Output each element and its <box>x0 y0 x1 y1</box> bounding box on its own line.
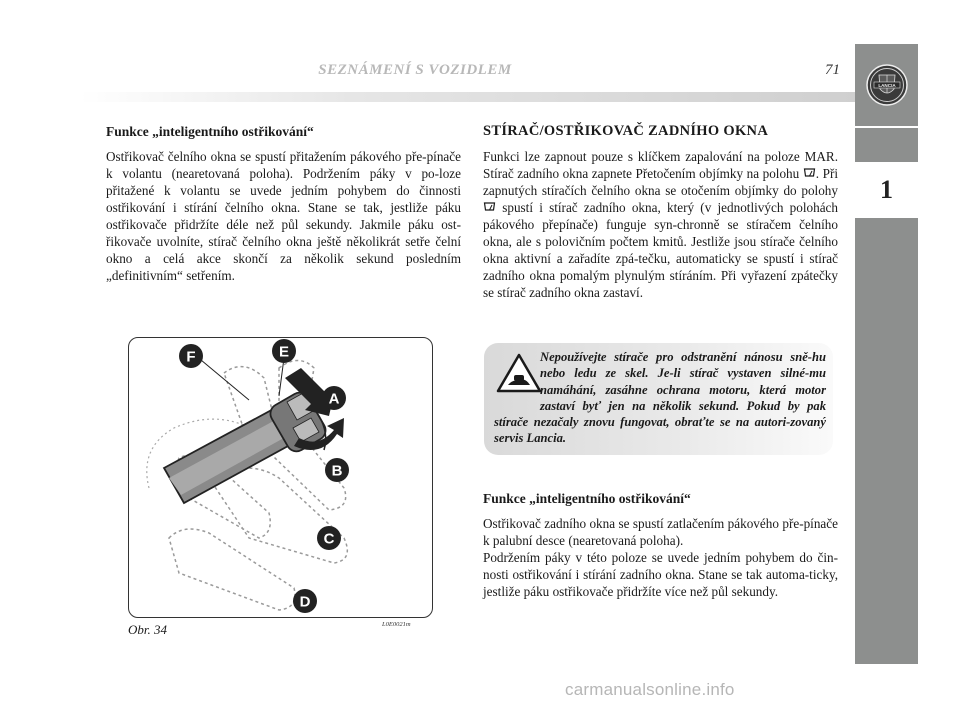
header-rule <box>80 92 855 102</box>
lancia-logo <box>855 44 918 126</box>
stalk-figure <box>128 337 433 618</box>
right-column <box>483 123 838 301</box>
label-b: B <box>331 462 343 480</box>
wiper-stalk-illustration <box>129 338 432 617</box>
p1-part-3: spustí i stírač zadního okna, který (v jednotlivých polohách pákového přepínače) funguje syn-chronně se stíračem čelního okna, ale s polovičním počtem kmitů. Jestliže jsou stírače čelního okna aktivní a zařadíte zpá-tečku, automaticky se spustí i stírač zadního okna pomalým plynulým stíráním. Při vyřazení zpátečky se stírač zadního okna zastaví. <box>483 200 838 300</box>
svg-text:LANCIA: LANCIA <box>877 83 896 88</box>
running-header: SEZNÁMENÍ S VOZIDLEM <box>318 62 512 78</box>
warning-body: Nepoužívejte stírače pro odstranění nánosu sně-hu nebo ledu ze skel. Je-li stírač vystaven silné-mu namáhání, zasáhne ochrana motoru, která motor zastaví byť jen na několik sekund. Pokud by pak stírače nezačaly znovu fungovat, obraťte se na autori-zovaný servis Lancia. <box>494 350 826 446</box>
right-subheading: Funkce „inteligentního ostřikování“ <box>483 491 691 506</box>
rear-wiper-paragraph <box>483 148 838 301</box>
warning-box <box>484 343 833 455</box>
figure-code: L0E0021m <box>382 621 411 628</box>
warning-float-spacer <box>494 349 540 399</box>
rear-washer-paragraph: Ostřikovač zadního okna se spustí zatlačením pákového pře-pínače k palubní desce (nearetovaná poloha). <box>483 516 838 548</box>
label-e: E <box>278 343 290 361</box>
chapter-number: 1 <box>855 162 918 218</box>
tab-separator <box>855 126 918 128</box>
label-d: D <box>299 593 311 611</box>
page-number: 71 <box>825 62 840 78</box>
label-f: F <box>186 348 196 366</box>
p1-part-2: . Při zapnutých stíračích čelního okna se otočením objímky do polohy <box>483 166 839 198</box>
p1-part-1: Funkci lze zapnout pouze s klíčkem zapalování na poloze MAR. Stírač zadního okna zapnete Přetočením objímky na polohu <box>483 149 838 181</box>
watermark: carmanualsonline.info <box>565 680 735 699</box>
left-column <box>106 123 461 284</box>
right-column-lower <box>483 490 838 600</box>
label-a: A <box>328 390 340 408</box>
warning-text <box>494 349 826 447</box>
rear-washer-paragraph-2: Podržením páky v této poloze se uvede jedním pohybem do čin-nosti ostřikování i stírání zadního okna. Stane se tak automa-ticky, jestliže páku ostřikovače přidržíte více než půl sekundy. <box>483 550 838 599</box>
left-paragraph: Ostřikovač čelního okna se spustí přitažením pákového pře-pínače k volantu (nearetovaná poloha). Podržením páky v po-loze přitažené k volantu se uvede jedním pohybem do činnosti ostřikování i stírání čelního okna. Stane se tak, jestliže páku ostřikovače přidržíte déle než půl sekundy. Jakmile páku ost-řikovače uvolníte, stírač čelního okna ještě několikrát setře čelní okno a celá akce skončí za několik sekund posledním „definitivním“ setřením. <box>106 149 461 283</box>
rear-wiper-icon <box>803 167 816 179</box>
lancia-shield-icon <box>865 63 909 107</box>
figure-caption: Obr. 34 <box>128 622 168 637</box>
chapter-side-tab <box>855 44 918 664</box>
left-subheading: Funkce „inteligentního ostřikování“ <box>106 124 314 139</box>
rear-wiper-icon <box>483 201 496 213</box>
section-title: STÍRAČ/OSTŘIKOVAČ ZADNÍHO OKNA <box>483 123 769 139</box>
label-c: C <box>323 530 335 548</box>
